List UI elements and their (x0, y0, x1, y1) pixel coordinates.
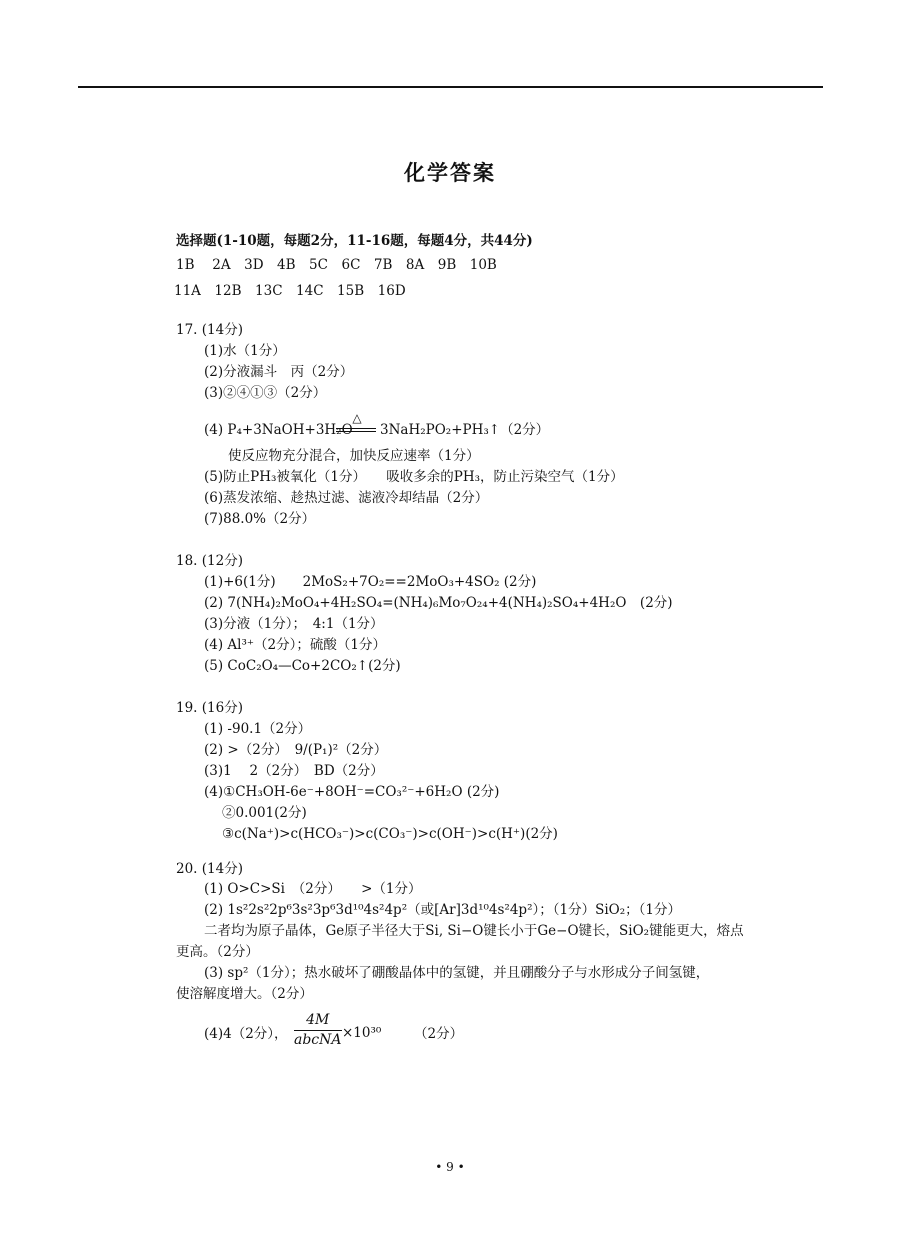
q17-answer-6: (6)蒸发浓缩、趁热过滤、滤液冷却结晶（2分） (204, 490, 489, 506)
q20-answer-4: (4)4（2分）， (204, 1026, 288, 1042)
q17-answer-4-products: 3NaH₂PO₂+PH₃↑（2分） (380, 422, 550, 438)
q20-answer-3: (3) sp²（1分）；热水破坏了硼酸晶体中的氢键，并且硼酸分子与水形成分子间氢键， (204, 965, 710, 981)
reaction-arrow-line (336, 428, 376, 429)
q18-heading: 18. (12分) (176, 553, 243, 569)
q19-heading: 19. (16分) (176, 700, 243, 716)
reaction-arrow-line-2 (336, 431, 376, 432)
mc-answers-row-2: 11A 12B 13C 14C 15B 16D (174, 283, 406, 299)
q17-answer-4-note: 使反应物充分混合，加快反应速率（1分） (228, 448, 480, 464)
q17-answer-4-reactants: (4) P₄+3NaOH+3H₂O (204, 422, 353, 438)
page-title: 化学答案 (404, 160, 496, 185)
q19-answer-4-2: ②0.001(2分) (222, 805, 307, 821)
q19-answer-4-3: ③c(Na⁺)>c(HCO₃⁻)>c(CO₃⁻)>c(OH⁻)>c(H⁺)(2分) (222, 826, 558, 842)
q19-answer-4-1: (4)①CH₃OH-6e⁻+8OH⁻=CO₃²⁻+6H₂O (2分) (204, 784, 500, 800)
q20-heading: 20. (14分) (176, 861, 243, 877)
q17-answer-5: (5)防止PH₃被氧化（1分） 吸收多余的PH₃，防止污染空气（1分） (204, 469, 624, 485)
q18-answer-5: (5) CoC₂O₄—Co+2CO₂↑(2分) (204, 658, 401, 674)
q17-answer-1: (1)水（1分） (204, 343, 286, 359)
q20-answer-3-cont: 使溶解度增大。（2分） (176, 986, 313, 1002)
q18-answer-2: (2) 7(NH₄)₂MoO₄+4H₂SO₄=(NH₄)₆Mo₇O₂₄+4(NH₄)₂SO₄+4H₂O (2分) (204, 595, 673, 611)
q19-answer-3: (3)1 2（2分） BD（2分） (204, 763, 384, 779)
heat-condition: △ (352, 411, 362, 425)
fraction-denominator: abcNA (294, 1032, 342, 1048)
q18-answer-1: (1)+6(1分) 2MoS₂+7O₂==2MoO₃+4SO₂ (2分) (204, 574, 537, 590)
page-number: • 9 • (435, 1160, 465, 1174)
q20-answer-1: (1) O>C>Si （2分） >（1分） (204, 881, 422, 897)
q17-answer-7: (7)88.0%（2分） (204, 511, 316, 527)
top-rule (78, 86, 823, 88)
q19-answer-2: (2) >（2分） 9/(P₁)²（2分） (204, 742, 388, 758)
q20-answer-2-reason-cont: 更高。（2分） (176, 944, 259, 960)
mc-header: 选择题(1-10题，每题2分，11-16题，每题4分，共44分) (176, 233, 533, 249)
q18-answer-4: (4) Al³⁺（2分）；硫酸（1分） (204, 637, 386, 653)
q20-answer-4-factor: ×10³⁰ (342, 1025, 382, 1041)
q17-heading: 17. (14分) (176, 322, 243, 338)
q17-answer-2: (2)分液漏斗 丙（2分） (204, 364, 354, 380)
q18-answer-3: (3)分液（1分）； 4:1（1分） (204, 616, 384, 632)
density-fraction (294, 1012, 342, 1048)
mc-answers-row-1: 1B 2A 3D 4B 5C 6C 7B 8A 9B 10B (176, 257, 497, 273)
q17-answer-3: (3)②④①③（2分） (204, 385, 327, 401)
fraction-numerator: 4M (294, 1012, 342, 1031)
q19-answer-1: (1) -90.1（2分） (204, 721, 312, 737)
q20-answer-2: (2) 1s²2s²2p⁶3s²3p⁶3d¹⁰4s²4p²（或[Ar]3d¹⁰4s²4p²）；（1分）SiO₂；（1分） (204, 902, 681, 918)
q20-answer-2-reason: 二者均为原子晶体，Ge原子半径大于Si, Si−O键长小于Ge−O键长，SiO₂键能更大，熔点 (204, 923, 744, 939)
q20-answer-4-score: （2分） (414, 1026, 464, 1042)
